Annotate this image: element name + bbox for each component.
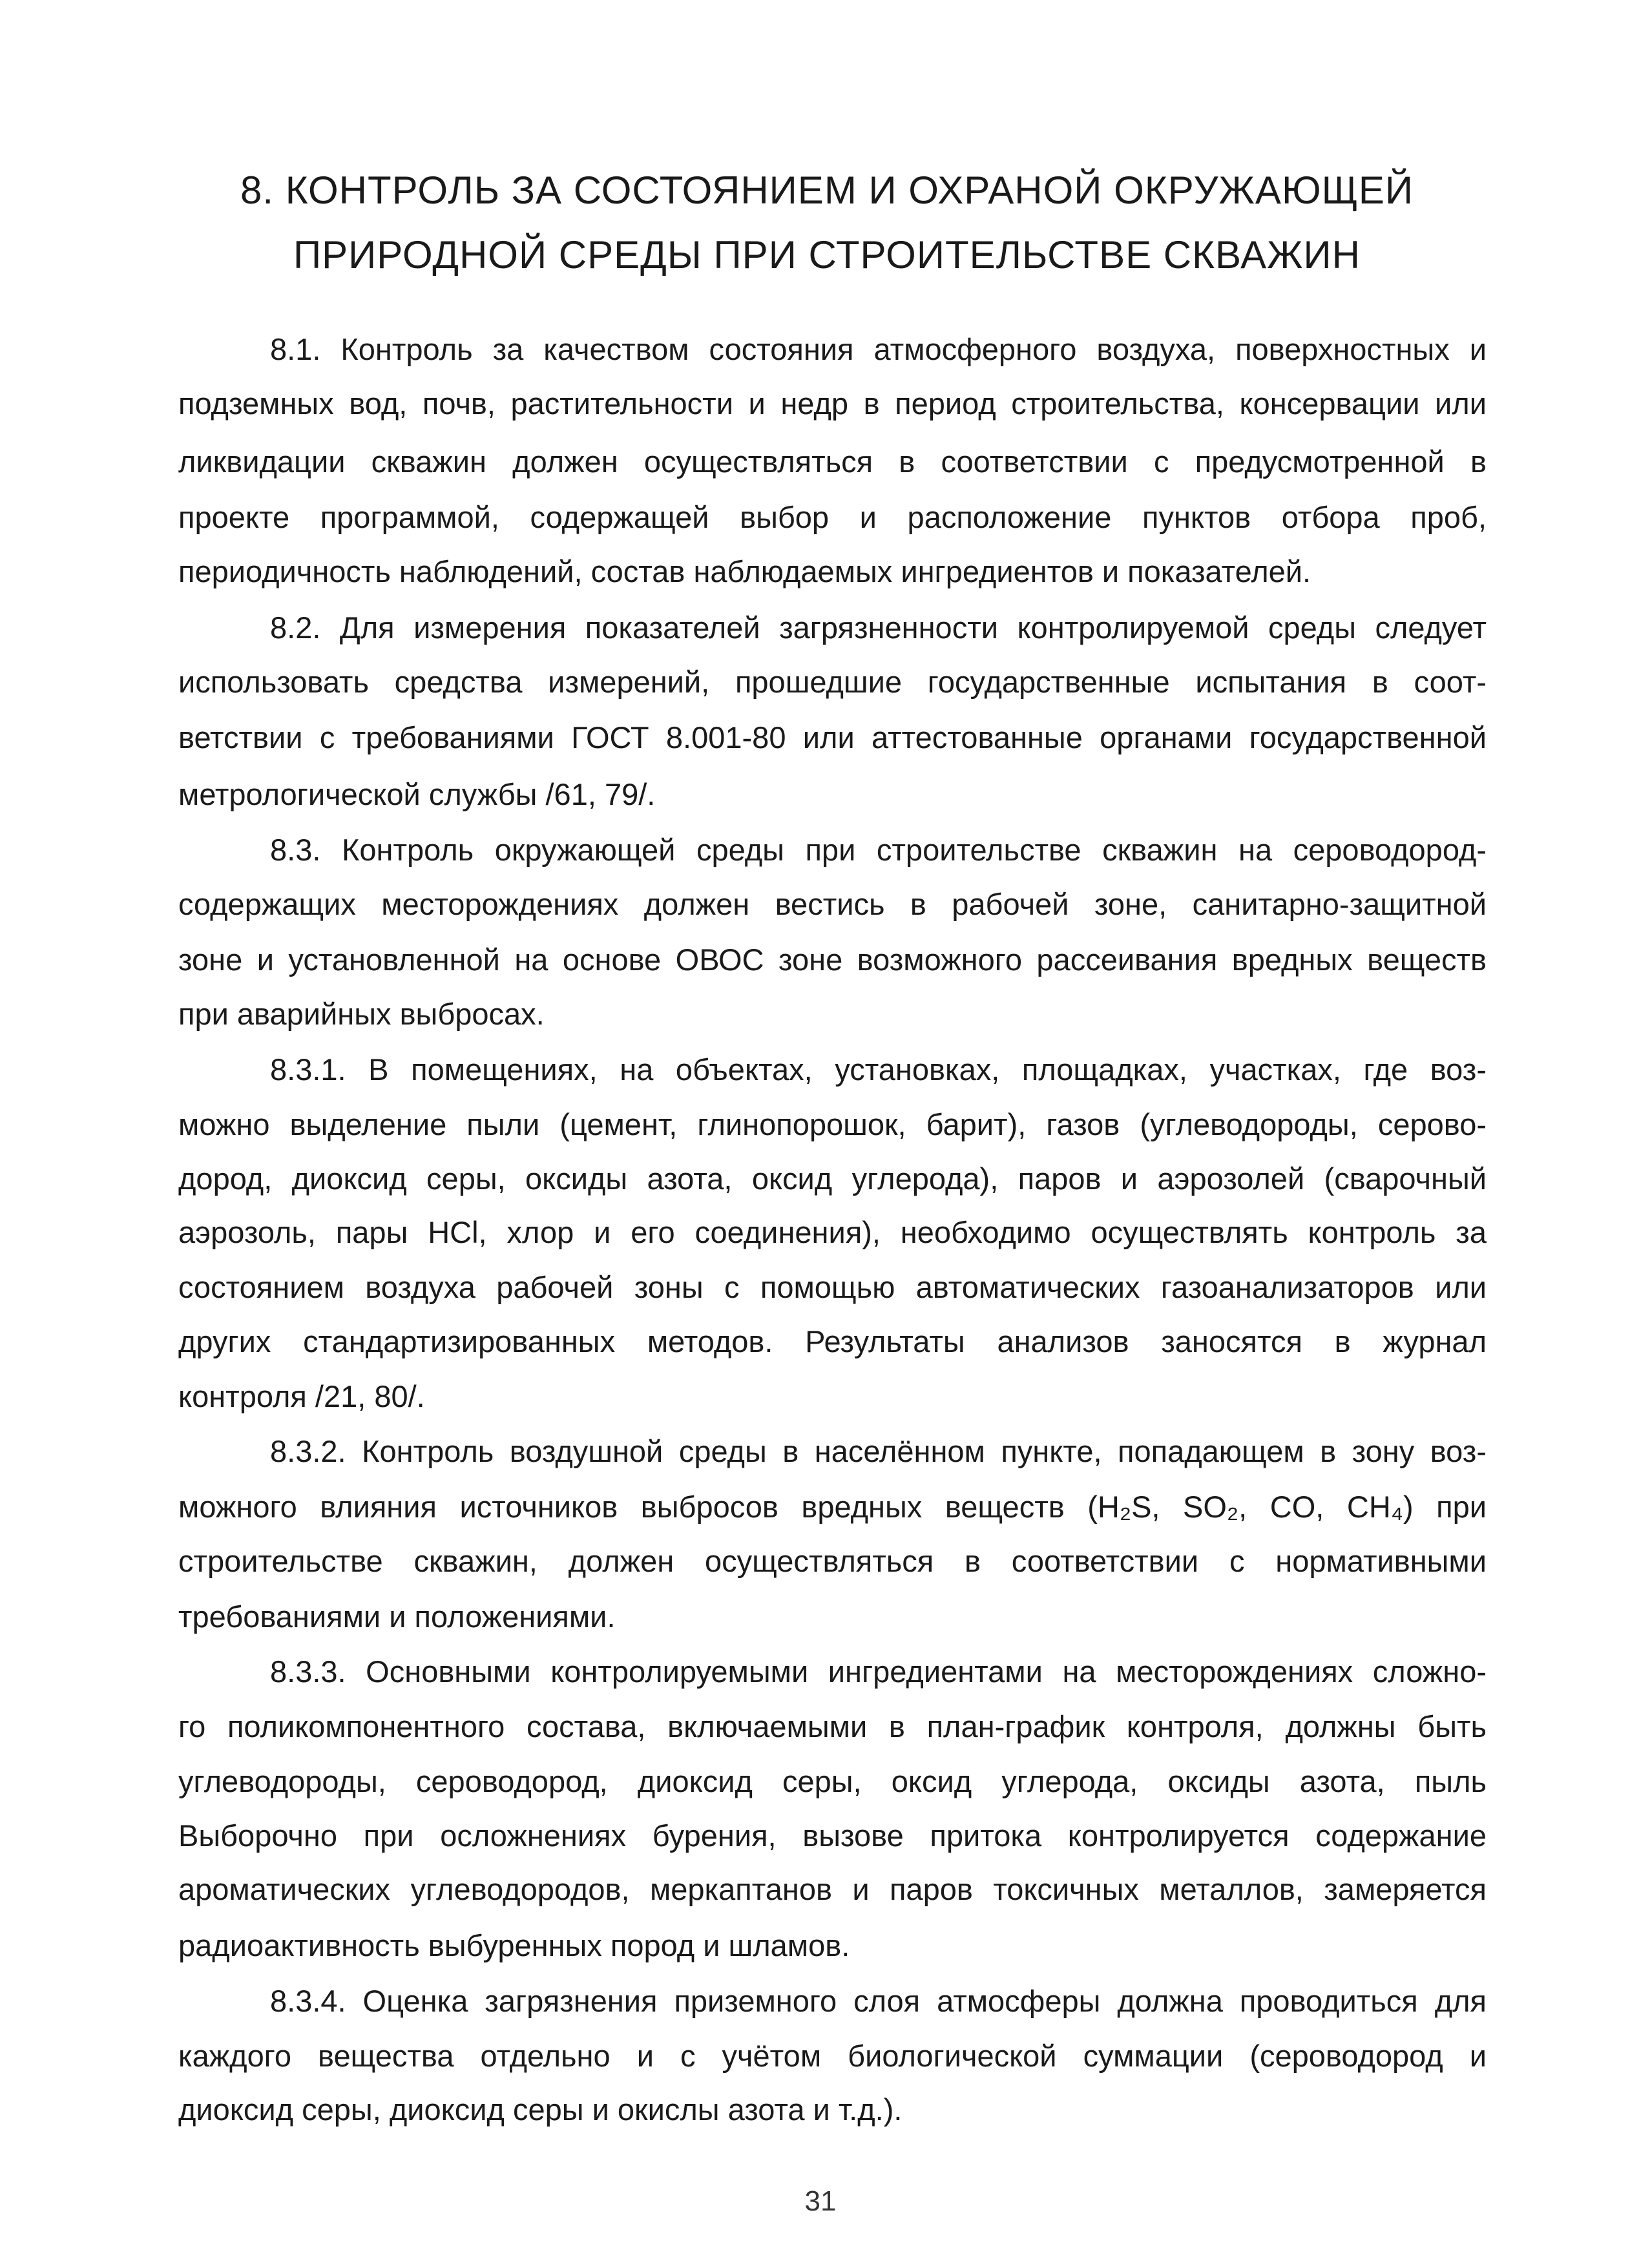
paragraph-8-2-line-4: метрологической службы /61, 79/. — [178, 777, 656, 811]
paragraph-8-3-1-line-7: контроля /21, 80/. — [178, 1379, 425, 1413]
paragraph-8-3-4-line-1: 8.3.4. Оценка загрязнения приземного слоя атмосферы должна проводиться для — [270, 1984, 1487, 2018]
paragraph-8-3-1-line-6: других стандартизированных методов. Результаты анализов заносятся в журнал — [178, 1324, 1487, 1358]
paragraph-8-3-2-line-4: требованиями и положениями. — [178, 1599, 616, 1634]
paragraph-8-3-line-3: зоне и установленной на основе ОВОС зоне возможного рассеивания вредных веществ — [178, 942, 1487, 977]
section-title-line-1: 8. КОНТРОЛЬ ЗА СОСТОЯНИЕМ И ОХРАНОЙ ОКРУЖАЮЩЕЙ — [240, 169, 1414, 212]
paragraph-8-3-line-1: 8.3. Контроль окружающей среды при строительстве скважин на сероводород- — [270, 833, 1487, 867]
paragraph-8-1-line-5: периодичность наблюдений, состав наблюдаемых ингредиентов и показателей. — [178, 554, 1311, 588]
paragraph-8-1-line-1: 8.1. Контроль за качеством состояния атмосферного воздуха, поверхностных и — [270, 332, 1487, 366]
paragraph-8-3-3-line-6: радиоактивность выбуренных пород и шламов. — [178, 1928, 850, 1962]
paragraph-8-3-3-line-5: ароматических углеводородов, меркаптанов и паров токсичных металлов, замеряется — [178, 1872, 1487, 1906]
paragraph-8-3-1-line-2: можно выделение пыли (цемент, глинопорошок, барит), газов (углеводороды, серово- — [178, 1107, 1487, 1141]
paragraph-8-3-2-line-1: 8.3.2. Контроль воздушной среды в населённом пункте, попадающем в зону воз- — [270, 1434, 1487, 1468]
paragraph-8-1-line-3: ликвидации скважин должен осуществляться в соответствии с предусмотренной в — [178, 444, 1487, 479]
paragraph-8-3-3-line-2: го поликомпонентного состава, включаемыми в план-график контроля, должны быть — [178, 1709, 1487, 1743]
section-title-line-2: ПРИРОДНОЙ СРЕДЫ ПРИ СТРОИТЕЛЬСТВЕ СКВАЖИН — [293, 233, 1361, 276]
paragraph-8-3-line-2: содержащих месторождениях должен вестись в рабочей зоне, санитарно-защитной — [178, 887, 1487, 921]
paragraph-8-3-1-line-4: аэрозоль, пары HCl, хлор и его соединения), необходимо осуществлять контроль за — [178, 1215, 1487, 1249]
paragraph-8-3-3-line-1: 8.3.3. Основными контролируемыми ингредиентами на месторождениях сложно- — [270, 1654, 1487, 1689]
page-number: 31 — [804, 2185, 837, 2217]
paragraph-8-1-line-2: подземных вод, почв, растительности и недр в период строительства, консервации или — [178, 386, 1487, 421]
paragraph-8-3-2-line-2: можного влияния источников выбросов вредных веществ (H₂S, SO₂, CO, CH₄) при — [178, 1490, 1487, 1524]
paragraph-8-2-line-2: использовать средства измерений, прошедшие государственные испытания в соот- — [178, 665, 1487, 699]
paragraph-8-3-3-line-3: углеводороды, сероводород, диоксид серы, оксид углерода, оксиды азота, пыль — [178, 1764, 1487, 1798]
paragraph-8-3-1-line-1: 8.3.1. В помещениях, на объектах, установках, площадках, участках, где воз- — [270, 1052, 1487, 1087]
paragraph-8-3-3-line-4: Выборочно при осложнениях бурения, вызове притока контролируется содержание — [178, 1818, 1487, 1853]
paragraph-8-3-line-4: при аварийных выбросах. — [178, 997, 545, 1031]
paragraph-8-2-line-1: 8.2. Для измерения показателей загрязненности контролируемой среды следует — [270, 610, 1487, 645]
paragraph-8-3-2-line-3: строительстве скважин, должен осуществляться в соответствии с нормативными — [178, 1544, 1487, 1578]
paragraph-8-3-4-line-3: диоксид серы, диоксид серы и окислы азота и т.д.). — [178, 2092, 903, 2127]
paragraph-8-3-1-line-3: дород, диоксид серы, оксиды азота, оксид углерода), паров и аэрозолей (сварочный — [178, 1161, 1487, 1196]
paragraph-8-3-4-line-2: каждого вещества отдельно и с учётом биологической суммации (сероводород и — [178, 2039, 1487, 2073]
paragraph-8-1-line-4: проекте программой, содержащей выбор и расположение пунктов отбора проб, — [178, 500, 1487, 534]
paragraph-8-3-1-line-5: состоянием воздуха рабочей зоны с помощью автоматических газоанализаторов или — [178, 1270, 1487, 1304]
paragraph-8-2-line-3: ветствии с требованиями ГОСТ 8.001-80 или аттестованные органами государственной — [178, 720, 1487, 754]
